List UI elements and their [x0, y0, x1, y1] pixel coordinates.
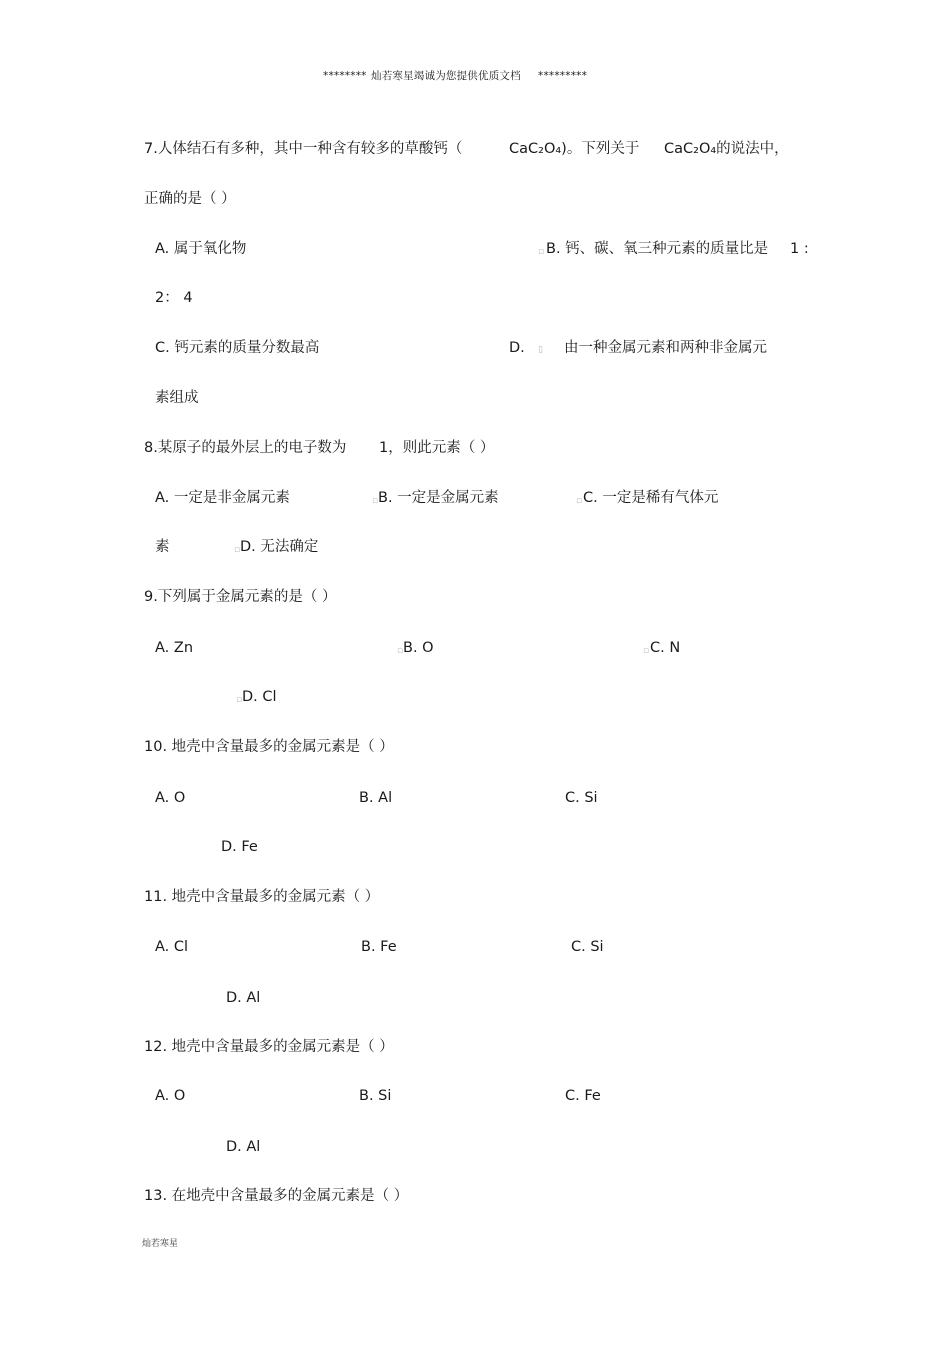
q10-stem: 10. 地壳中含量最多的金属元素是（ ） — [144, 739, 394, 755]
q7-option-d-label: D. — [509, 340, 525, 356]
q7-option-b: B. 钙、碳、氧三种元素的质量比是 — [546, 241, 769, 257]
q10-option-b: B. Al — [359, 790, 393, 806]
option-marker: ▫ — [234, 545, 241, 555]
option-marker: ▫ — [538, 247, 545, 257]
q8-stem-b: 1，则此元素（ ） — [379, 440, 495, 456]
q7-stem-line1: 7.人体结石有多种，其中一种含有较多的草酸钙（ — [144, 141, 463, 157]
q10-option-c: C. Si — [565, 790, 598, 806]
q9-option-d: D. Cl — [242, 689, 277, 705]
q8-option-c: C. 一定是稀有气体元 — [583, 490, 719, 506]
option-marker: ▫ — [576, 496, 583, 506]
q9-option-c: C. N — [650, 640, 681, 656]
q7-stem-line2: 正确的是（ ） — [144, 191, 236, 207]
option-marker: ▫ — [643, 646, 650, 656]
q11-option-c: C. Si — [571, 939, 604, 955]
q8-option-a: A. 一定是非金属元素 — [155, 490, 290, 506]
q7-formula-1: CaC₂O₄)。下列关于 — [509, 141, 640, 157]
option-marker: ▫ — [236, 695, 243, 705]
q11-option-a: A. Cl — [155, 939, 189, 955]
q7-formula-2: CaC₂O₄的说法中， — [664, 141, 789, 157]
q7-option-c: C. 钙元素的质量分数最高 — [155, 340, 320, 356]
q12-stem: 12. 地壳中含量最多的金属元素是（ ） — [144, 1039, 394, 1055]
q7-option-a: A. 属于氧化物 — [155, 241, 247, 257]
q11-option-b: B. Fe — [361, 939, 397, 955]
q12-option-d: D. Al — [226, 1139, 261, 1155]
header-title: 灿若寒星竭诚为您提供优质文档 — [371, 70, 521, 82]
option-marker: ▫ — [372, 496, 379, 506]
q8-option-b: B. 一定是金属元素 — [378, 490, 499, 506]
q11-stem: 11. 地壳中含量最多的金属元素（ ） — [144, 889, 380, 905]
footer-text: 灿若寒星 — [142, 1239, 179, 1249]
q10-option-a: A. O — [155, 790, 186, 806]
q13-stem: 13. 在地壳中含量最多的金属元素是（ ） — [144, 1188, 409, 1204]
q7-option-d-text: 由一种金属元素和两种非金属元 — [564, 340, 767, 356]
q12-option-c: C. Fe — [565, 1088, 601, 1104]
q9-stem: 9.下列属于金属元素的是（ ） — [144, 589, 337, 605]
header-right-stars: ********* — [538, 70, 588, 82]
q9-option-b: B. O — [403, 640, 434, 656]
q11-option-d: D. Al — [226, 990, 261, 1006]
option-marker: ▯ — [538, 345, 543, 355]
option-marker: ▫ — [397, 646, 404, 656]
header-left-stars: ******** — [323, 70, 367, 82]
q8-option-d: D. 无法确定 — [240, 539, 319, 555]
q12-option-a: A. O — [155, 1088, 186, 1104]
q7-option-b-ratio-tail: 2： 4 — [155, 290, 193, 306]
q7-option-b-ratio-head: 1 : — [790, 241, 809, 257]
q7-option-d-tail: 素组成 — [155, 390, 199, 406]
q8-option-c-tail: 素 — [155, 539, 170, 555]
q10-option-d: D. Fe — [221, 839, 258, 855]
q12-option-b: B. Si — [359, 1088, 392, 1104]
q9-option-a: A. Zn — [155, 640, 194, 656]
q8-stem-a: 8.某原子的最外层上的电子数为 — [144, 440, 347, 456]
